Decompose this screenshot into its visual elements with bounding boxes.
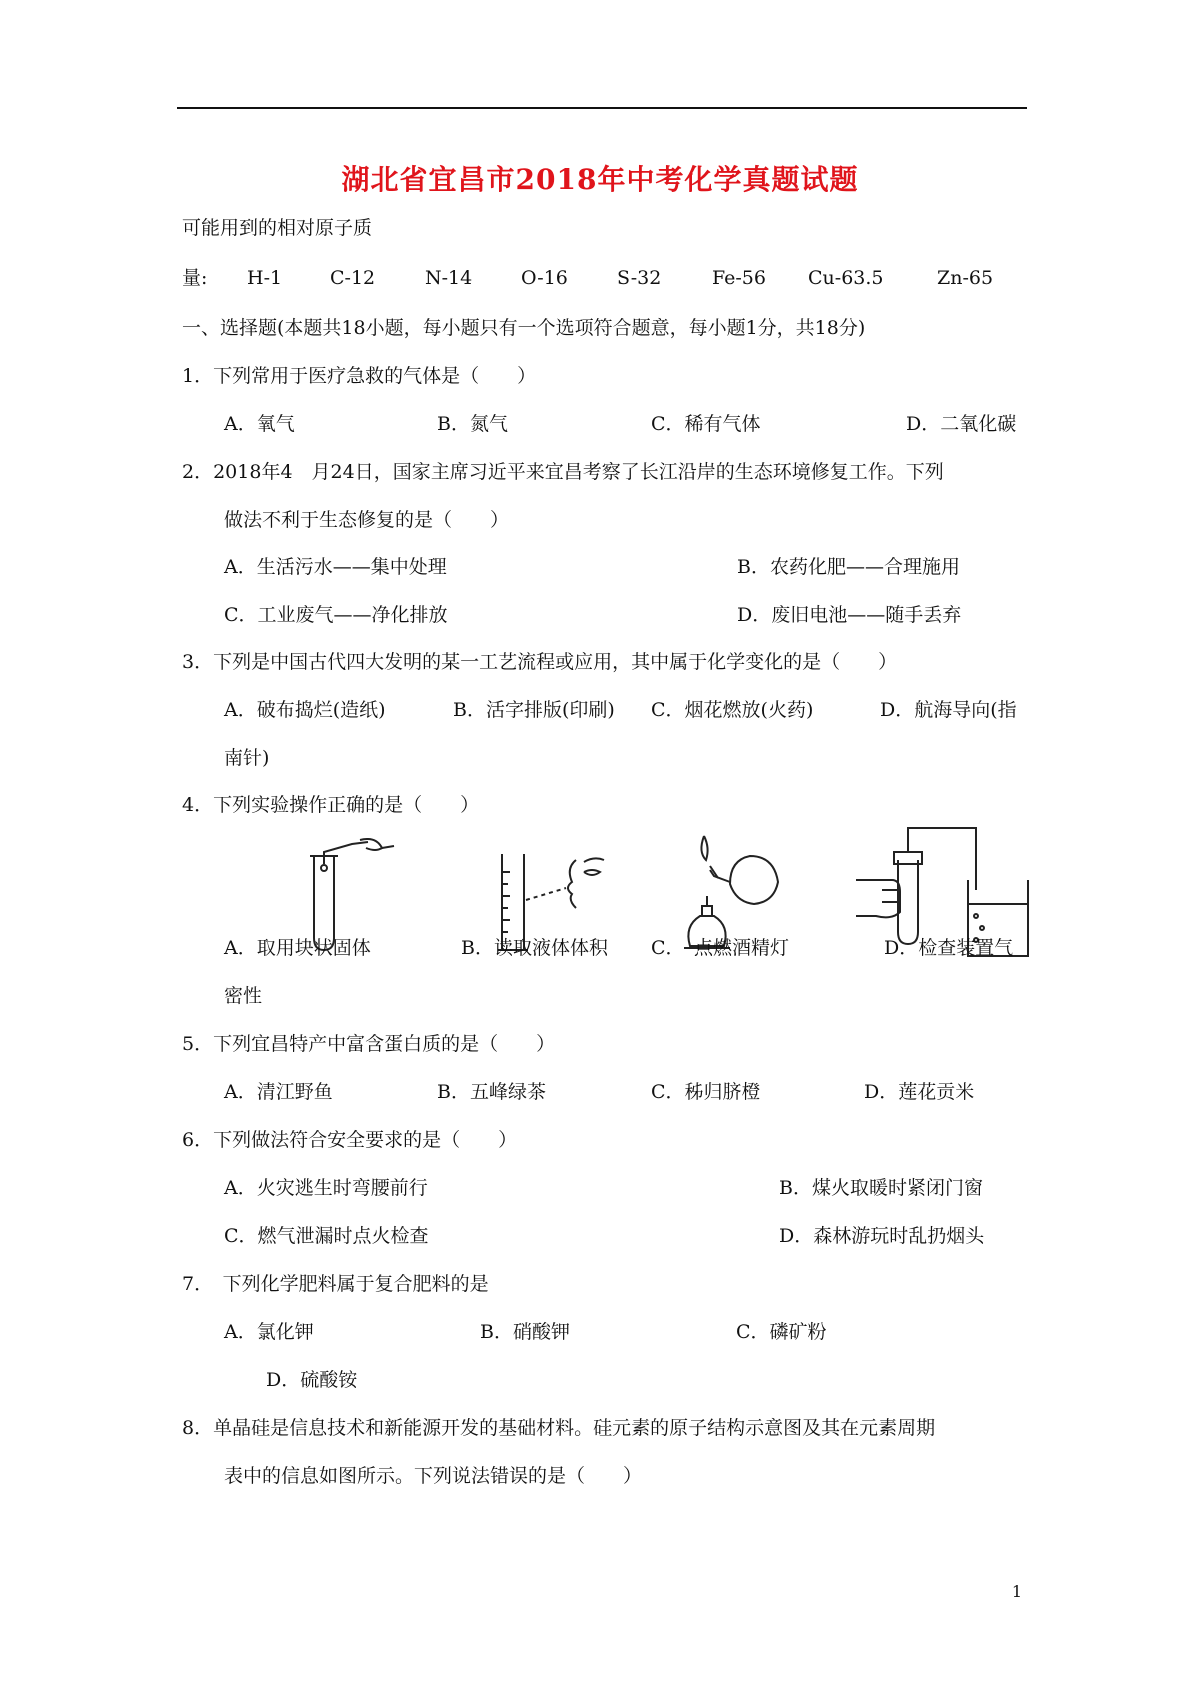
- atomic-mass-c: C-12: [330, 267, 376, 289]
- q1-option-b: B．氮气: [437, 413, 508, 435]
- question-3-stem: 3．下列是中国古代四大发明的某一工艺流程或应用，其中属于化学变化的是（ ）: [182, 651, 898, 673]
- q6-option-b: B．煤火取暖时紧闭门窗: [779, 1177, 983, 1199]
- atomic-mass-zn: Zn-65: [937, 267, 994, 289]
- atomic-mass-o: O-16: [521, 267, 568, 289]
- page-number: 1: [1011, 1582, 1022, 1601]
- q3-option-b: B．活字排版(印刷): [453, 699, 615, 721]
- q4-option-c: C． 点燃酒精灯: [651, 937, 790, 959]
- q6-option-a: A．火灾逃生时弯腰前行: [224, 1177, 428, 1199]
- q6-option-d: D．森林游玩时乱扔烟头: [779, 1225, 985, 1247]
- q5-option-a: A．清江野鱼: [224, 1081, 333, 1103]
- q6-option-c: C．燃气泄漏时点火检查: [224, 1225, 429, 1247]
- intro-line-1: 可能用到的相对原子质: [182, 217, 373, 239]
- q3-option-a: A．破布捣烂(造纸): [224, 699, 386, 721]
- q2-option-a: A．生活污水——集中处理: [224, 556, 447, 578]
- q4-option-d: D．检查装置气: [884, 937, 1014, 959]
- q1-option-d: D．二氧化碳: [906, 413, 1017, 435]
- atomic-mass-s: S-32: [617, 267, 662, 289]
- question-1-stem: 1．下列常用于医疗急救的气体是（ ）: [182, 365, 537, 387]
- q7-option-d: D．硫酸铵: [266, 1369, 358, 1391]
- atomic-mass-n: N-14: [425, 267, 473, 289]
- q2-option-b: B．农药化肥——合理施用: [737, 556, 960, 578]
- question-7-stem: 7． 下列化学肥料属于复合肥料的是: [182, 1273, 489, 1295]
- atomic-mass-fe: Fe-56: [712, 267, 766, 289]
- q5-option-b: B．五峰绿茶: [437, 1081, 546, 1103]
- q3-option-c: C．烟花燃放(火药): [651, 699, 814, 721]
- q3-option-d: D．航海导向(指: [880, 699, 1017, 721]
- q7-option-a: A．氯化钾: [224, 1321, 314, 1343]
- q5-option-c: C．秭归脐橙: [651, 1081, 761, 1103]
- q1-option-c: C．稀有气体: [651, 413, 761, 435]
- atomic-mass-cu: Cu-63.5: [808, 267, 884, 289]
- q7-option-b: B．硝酸钾: [480, 1321, 570, 1343]
- q7-option-c: C．磷矿粉: [736, 1321, 827, 1343]
- question-8-stem: 8．单晶硅是信息技术和新能源开发的基础材料。硅元素的原子结构示意图及其在元素周期: [182, 1417, 936, 1439]
- q2-option-d: D．废旧电池——随手丢弃: [737, 604, 962, 626]
- q4-option-a: A．取用块状固体: [224, 937, 371, 959]
- section-heading: 一、选择题(本题共18小题，每小题只有一个选项符合题意，每小题1分，共18分): [182, 317, 866, 339]
- page-title: 湖北省宜昌市2018年中考化学真题试题: [341, 163, 859, 196]
- question-6-stem: 6．下列做法符合安全要求的是（ ）: [182, 1129, 518, 1151]
- q1-option-a: A．氧气: [224, 413, 295, 435]
- header-rule: [177, 107, 1027, 109]
- question-2-stem-cont: 做法不利于生态修复的是（ ）: [224, 509, 510, 531]
- question-4-stem: 4．下列实验操作正确的是（ ）: [182, 794, 480, 816]
- question-8-stem-cont: 表中的信息如图所示。下列说法错误的是（ ）: [224, 1465, 643, 1487]
- q5-option-d: D．莲花贡米: [864, 1081, 975, 1103]
- atomic-mass-h: H-1: [247, 267, 283, 289]
- q4-option-d-wrap: 密性: [224, 985, 263, 1007]
- q3-option-d-wrap: 南针): [224, 747, 270, 769]
- intro-line-2-label: 量:: [182, 267, 208, 289]
- q4-option-b: B．读取液体体积: [461, 937, 608, 959]
- question-2-stem: 2．2018年4 月24日，国家主席习近平来宜昌考察了长江沿岸的生态环境修复工作。下列: [182, 461, 944, 483]
- question-5-stem: 5．下列宜昌特产中富含蛋白质的是（ ）: [182, 1033, 556, 1055]
- q2-option-c: C．工业废气——净化排放: [224, 604, 448, 626]
